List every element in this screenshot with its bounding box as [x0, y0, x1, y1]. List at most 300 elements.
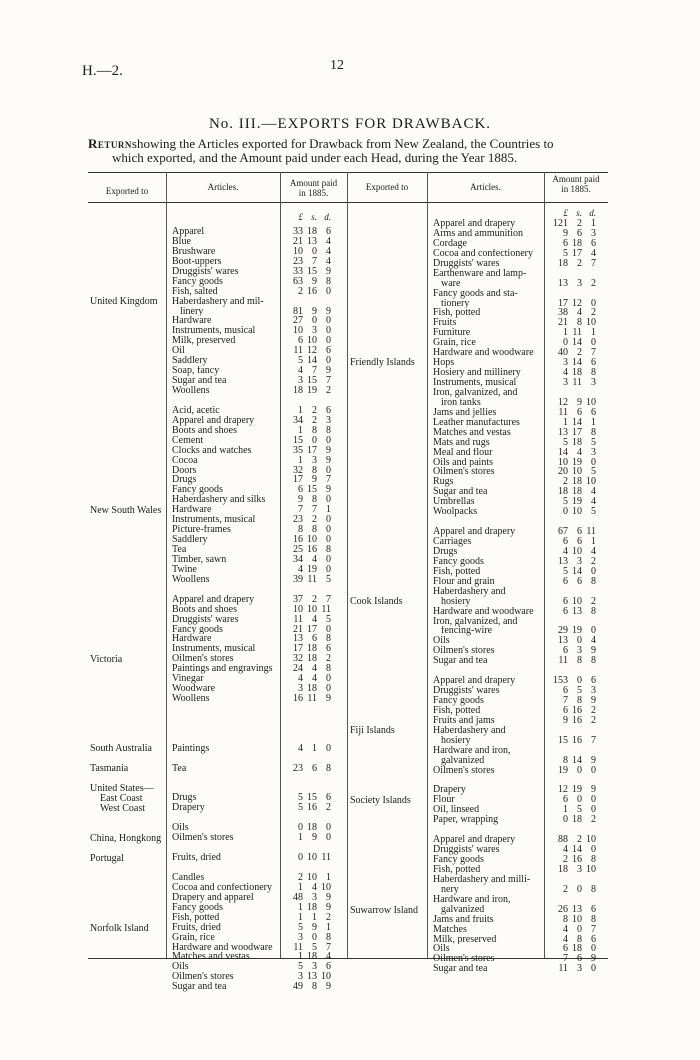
article-row [433, 428, 541, 438]
column-divider [544, 172, 545, 958]
amount-pence: 8 [326, 545, 331, 555]
amount-pounds: 1 [298, 952, 303, 963]
amount-pence: 3 [326, 415, 331, 426]
amount-pence: 1 [591, 537, 596, 547]
amount-shillings: 16 [307, 286, 317, 297]
amount-row [283, 436, 343, 446]
amount-pence: 2 [591, 278, 596, 289]
article-row [433, 358, 541, 368]
amount-shillings: 9 [312, 833, 317, 844]
amount-pounds: 16 [293, 694, 303, 704]
units-right [548, 208, 596, 218]
article-row [433, 289, 541, 299]
amount-pence: 0 [326, 435, 331, 446]
amount-pence: 4 [326, 236, 331, 247]
article-name: Matches [433, 924, 467, 935]
amount-pence: 10 [586, 864, 596, 875]
article-name: Umbrellas [433, 497, 475, 508]
amount-pence: 9 [591, 755, 596, 766]
amount-pence: 0 [326, 684, 331, 695]
article-row [172, 664, 276, 674]
article-row [433, 239, 541, 249]
amount-row [283, 326, 343, 336]
amount-pence: 8 [591, 855, 596, 865]
amount-shillings: 9 [312, 276, 317, 287]
article-row [172, 456, 276, 466]
amount-shillings: 10 [572, 467, 582, 478]
amount-row [548, 706, 606, 716]
amount-row [548, 587, 606, 597]
article-row [172, 724, 276, 734]
amount-pence: 4 [591, 546, 596, 557]
amount-pence: 4 [591, 497, 596, 508]
amount-pence: 0 [591, 964, 596, 975]
amount-shillings: 8 [577, 696, 582, 706]
article-row [172, 764, 276, 774]
article-row [433, 249, 541, 259]
article-row [433, 776, 541, 786]
article-name: Fruits [433, 318, 457, 329]
article-name: Fruits, dried [172, 853, 221, 863]
country-label: New South Wales [90, 504, 162, 516]
amount-row [548, 726, 606, 736]
amount-pounds [548, 895, 568, 905]
amount-pence: 0 [591, 338, 596, 349]
amount-row [548, 477, 606, 487]
article-name: Flour [433, 795, 455, 806]
amount-pounds: 8 [563, 755, 568, 766]
amount-shillings: 3 [577, 556, 582, 567]
article-row [433, 487, 541, 497]
article-name: Jams and jellies [433, 407, 497, 418]
amount-row [283, 724, 343, 734]
amount-pence: 4 [591, 636, 596, 647]
amount-row [283, 903, 343, 913]
amount-pence: 2 [591, 596, 596, 607]
article-row [433, 497, 541, 507]
article-row [433, 845, 541, 855]
article-row [433, 835, 541, 845]
article-row [172, 555, 276, 565]
amount-row [548, 388, 606, 398]
article-name: Sugar and tea [433, 964, 488, 975]
amount-row [548, 716, 606, 726]
article-row [172, 634, 276, 644]
amount-pounds: 9 [563, 715, 568, 726]
amount-pence: 10 [586, 835, 596, 846]
amount-pence: 2 [591, 556, 596, 567]
amount-shillings: 6 [577, 576, 582, 587]
amount-pounds: 7 [298, 505, 303, 516]
amount-shillings: 19 [572, 497, 582, 508]
amount-pounds: 26 [558, 904, 568, 915]
amount-pounds: 34 [293, 554, 303, 565]
amount-row [283, 565, 343, 575]
header-articles-right: Articles. [470, 182, 501, 192]
amount-pounds: 11 [558, 656, 568, 667]
amount-pounds: 32 [293, 654, 303, 665]
article-row [172, 426, 276, 436]
amount-shillings: 9 [312, 306, 317, 317]
amount-pounds: 9 [563, 228, 568, 239]
article-name: Saddlery [172, 356, 208, 367]
amount-pounds: 8 [298, 525, 303, 536]
amount-pounds: 1 [298, 425, 303, 436]
article-name: Instruments, musical [433, 378, 517, 388]
amount-pence [582, 617, 596, 627]
amount-row [283, 545, 343, 555]
article-name: Fancy goods [172, 624, 223, 635]
article-row [172, 406, 276, 416]
article-row [433, 458, 541, 468]
amount-pence: 10 [586, 477, 596, 488]
unit-pounds: £ [563, 208, 568, 218]
amount-pounds: 7 [563, 954, 568, 965]
amount-row [548, 279, 606, 289]
article-name: Drapery [172, 803, 205, 814]
amount-row [283, 644, 343, 654]
amount-shillings: 10 [307, 853, 317, 863]
article-name: Apparel and drapery [433, 527, 516, 537]
amount-row [283, 982, 343, 992]
amount-shillings: 7 [312, 366, 317, 377]
country-label: Portugal [90, 852, 124, 864]
amount-pence: 4 [591, 487, 596, 498]
amount-shillings: 11 [307, 574, 317, 585]
document-title: No. III.—EXPORTS FOR DRAWBACK. [208, 116, 492, 132]
amount-pounds: 5 [563, 437, 568, 448]
amount-row [548, 289, 606, 299]
amount-pence: 0 [591, 765, 596, 776]
amount-pence: 9 [326, 902, 331, 913]
amount-pence [582, 587, 596, 597]
amount-pounds: 10 [293, 246, 303, 257]
amount-shillings: 19 [572, 457, 582, 468]
amount-shillings [303, 784, 317, 794]
article-row [172, 585, 276, 595]
amount-pence: 6 [591, 934, 596, 945]
article-name: Matches and vestas [172, 952, 250, 963]
amount-shillings: 3 [312, 892, 317, 903]
article-row [172, 475, 276, 485]
article-name: Cordage [433, 238, 467, 249]
article-name: Apparel and drapery [433, 219, 516, 229]
amount-shillings: 17 [572, 248, 582, 259]
units-left [283, 212, 331, 222]
amount-pounds: 17 [293, 475, 303, 486]
amount-row [548, 686, 606, 696]
amount-pounds: 13 [558, 556, 568, 567]
amount-row [283, 376, 343, 386]
amount-shillings: 6 [577, 228, 582, 239]
amount-row [548, 776, 606, 786]
amount-pounds: 29 [558, 626, 568, 637]
amount-pounds: 0 [563, 338, 568, 349]
article-row [433, 656, 541, 666]
amount-shillings: 10 [572, 914, 582, 925]
amount-row [548, 467, 606, 477]
article-name: Woollens [172, 386, 210, 396]
amount-row [548, 855, 606, 865]
article-row [172, 525, 276, 535]
amount-shillings: 18 [572, 437, 582, 448]
article-row [172, 287, 276, 297]
article-name: Vinegar [172, 674, 204, 685]
amount-pounds: 4 [298, 743, 303, 754]
amount-pence: 6 [591, 676, 596, 687]
article-row [433, 438, 541, 448]
amount-pence: 0 [326, 833, 331, 844]
amount-row [548, 378, 606, 388]
article-row [172, 277, 276, 287]
amount-row [548, 736, 606, 746]
article-row [433, 348, 541, 358]
amount-shillings: 6 [312, 763, 317, 774]
amount-pounds: 153 [553, 676, 568, 687]
amount-shillings [568, 388, 582, 398]
country-label: Victoria [90, 653, 123, 665]
amount-row [283, 625, 343, 635]
article-row [433, 756, 541, 766]
amount-shillings: 4 [312, 554, 317, 565]
article-name: Drapery and apparel [172, 892, 254, 903]
article-row [433, 885, 541, 895]
amount-row [283, 386, 343, 396]
amount-pence: 9 [591, 785, 596, 796]
amount-pence: 0 [591, 944, 596, 955]
amount-pence: 3 [591, 447, 596, 458]
amount-shillings: 16 [572, 715, 582, 726]
article-name: Soap, fancy [172, 366, 220, 377]
amount-row [548, 408, 606, 418]
article-name: Hardware and woodware [433, 348, 534, 359]
amount-pounds: 34 [293, 415, 303, 426]
article-name: Hardware and iron, [433, 894, 511, 905]
amount-pence: 0 [326, 624, 331, 635]
amount-row [548, 448, 606, 458]
article-name: Apparel and drapery [172, 415, 255, 426]
amount-pence: 1 [326, 872, 331, 883]
article-row [172, 615, 276, 625]
amount-pounds [283, 724, 303, 734]
amount-pence: 6 [326, 793, 331, 804]
column-divider [427, 172, 428, 958]
amount-row [548, 766, 606, 776]
article-name: Cement [172, 435, 204, 446]
country-label: Fiji Islands [350, 725, 395, 737]
amount-pence [582, 388, 596, 398]
article-name: linery [180, 306, 204, 317]
amount-pounds: 15 [558, 735, 568, 746]
amount-pence: 8 [591, 884, 596, 895]
amount-pounds [548, 666, 568, 676]
amount-row [548, 328, 606, 338]
amount-pence: 2 [326, 386, 331, 396]
article-name: hosiery [441, 596, 471, 607]
amount-pence: 2 [591, 705, 596, 716]
amount-pence: 0 [591, 298, 596, 309]
left-amounts-column [283, 227, 343, 992]
article-name: Apparel and drapery [433, 676, 516, 687]
amount-row [283, 843, 343, 853]
article-name: Haberdashery and [433, 725, 506, 736]
amount-row [283, 962, 343, 972]
amount-row [548, 577, 606, 587]
amount-row [548, 885, 606, 895]
article-name: Apparel and drapery [433, 835, 516, 846]
amount-pounds: 5 [563, 248, 568, 259]
amount-shillings: 18 [572, 477, 582, 488]
amount-pounds [548, 726, 568, 736]
amount-row [548, 597, 606, 607]
amount-row [283, 456, 343, 466]
article-row [433, 418, 541, 428]
amount-pence: 0 [591, 626, 596, 637]
amount-row [548, 547, 606, 557]
amount-row [548, 259, 606, 269]
unit-shillings: s. [576, 208, 582, 218]
amount-pounds: 14 [558, 447, 568, 458]
amount-row [548, 557, 606, 567]
article-name: Haberdashery and mil- [172, 296, 264, 307]
article-name: ware [441, 278, 461, 289]
amount-pence: 3 [591, 228, 596, 239]
amount-row [283, 634, 343, 644]
article-name: Oil [172, 346, 185, 357]
amount-pence: 2 [591, 815, 596, 826]
country-label: Cook Islands [350, 596, 403, 608]
amount-pounds: 6 [563, 705, 568, 716]
article-row [433, 855, 541, 865]
amount-row [283, 585, 343, 595]
header-amount-right [544, 174, 608, 194]
amount-pounds [283, 396, 303, 406]
amount-shillings: 0 [577, 765, 582, 776]
amount-shillings: 18 [307, 227, 317, 237]
amount-shillings: 2 [577, 835, 582, 846]
amount-pounds: 21 [293, 624, 303, 635]
article-row [433, 448, 541, 458]
amount-row [283, 704, 343, 714]
amount-pence [317, 297, 331, 307]
article-row [172, 307, 276, 317]
amount-pence [582, 825, 596, 835]
country-label: United Kingdom [90, 295, 158, 307]
article-name: Fish, potted [172, 912, 220, 923]
amount-row [548, 964, 606, 974]
article-row [172, 734, 276, 744]
amount-shillings: 8 [312, 465, 317, 476]
amount-row [283, 664, 343, 674]
article-row [172, 316, 276, 326]
amount-pounds [548, 776, 568, 786]
amount-row [283, 803, 343, 813]
article-row [172, 247, 276, 257]
amount-pounds: 38 [558, 308, 568, 319]
article-name: tionery [441, 298, 470, 309]
amount-pounds: 11 [558, 407, 568, 418]
amount-pounds: 2 [563, 855, 568, 865]
amount-row [283, 744, 343, 754]
amount-row [548, 815, 606, 825]
amount-pounds [283, 714, 303, 724]
amount-pence: 0 [326, 554, 331, 565]
article-row [433, 716, 541, 726]
amount-pounds: 23 [293, 515, 303, 526]
article-row [433, 895, 541, 905]
article-row [433, 577, 541, 587]
article-row [433, 408, 541, 418]
article-row [172, 257, 276, 267]
amount-pounds: 13 [558, 427, 568, 438]
article-row [172, 644, 276, 654]
amount-shillings: 14 [572, 338, 582, 349]
amount-row [283, 873, 343, 883]
amount-pence: 8 [326, 664, 331, 675]
amount-row [548, 746, 606, 756]
amount-shillings: 6 [577, 407, 582, 418]
article-row [172, 744, 276, 754]
article-row [172, 754, 276, 764]
amount-pounds: 5 [563, 566, 568, 577]
article-name: Fancy goods [172, 485, 223, 496]
amount-row [283, 257, 343, 267]
amount-row [283, 684, 343, 694]
article-row [433, 279, 541, 289]
amount-shillings: 2 [312, 415, 317, 426]
amount-pounds: 3 [298, 932, 303, 943]
article-row [433, 805, 541, 815]
amount-pence [317, 863, 331, 873]
amount-row [548, 626, 606, 636]
article-row [172, 883, 276, 893]
article-name: Haberdashery and [433, 586, 506, 597]
amount-pence: 1 [591, 219, 596, 229]
amount-row [548, 527, 606, 537]
amount-pounds [283, 784, 303, 794]
amount-pence: 6 [591, 238, 596, 249]
amount-row [548, 835, 606, 845]
amount-pounds: 11 [293, 346, 303, 357]
amount-shillings: 19 [572, 626, 582, 637]
amount-shillings: 11 [307, 694, 317, 704]
amount-pounds: 5 [298, 356, 303, 367]
article-row [433, 617, 541, 627]
article-name: Drapery [433, 785, 466, 796]
amount-pence: 11 [321, 604, 331, 615]
amount-shillings: 14 [572, 845, 582, 855]
amount-pence: 6 [591, 904, 596, 915]
amount-pounds: 10 [558, 457, 568, 468]
amount-row [283, 605, 343, 615]
amount-pence [317, 396, 331, 406]
amount-pence [582, 517, 596, 527]
amount-row [283, 535, 343, 545]
amount-row [283, 813, 343, 823]
amount-pence: 8 [591, 914, 596, 925]
amount-shillings [303, 396, 317, 406]
article-name: Fish, salted [172, 286, 218, 297]
article-row [172, 674, 276, 684]
article-name: Milk, preserved [433, 934, 497, 945]
amount-pounds: 4 [563, 934, 568, 945]
amount-pounds: 40 [558, 348, 568, 359]
amount-pounds: 8 [563, 914, 568, 925]
amount-pence: 8 [591, 427, 596, 438]
amount-pounds: 2 [298, 872, 303, 883]
amount-pence: 7 [326, 594, 331, 605]
article-row [172, 485, 276, 495]
